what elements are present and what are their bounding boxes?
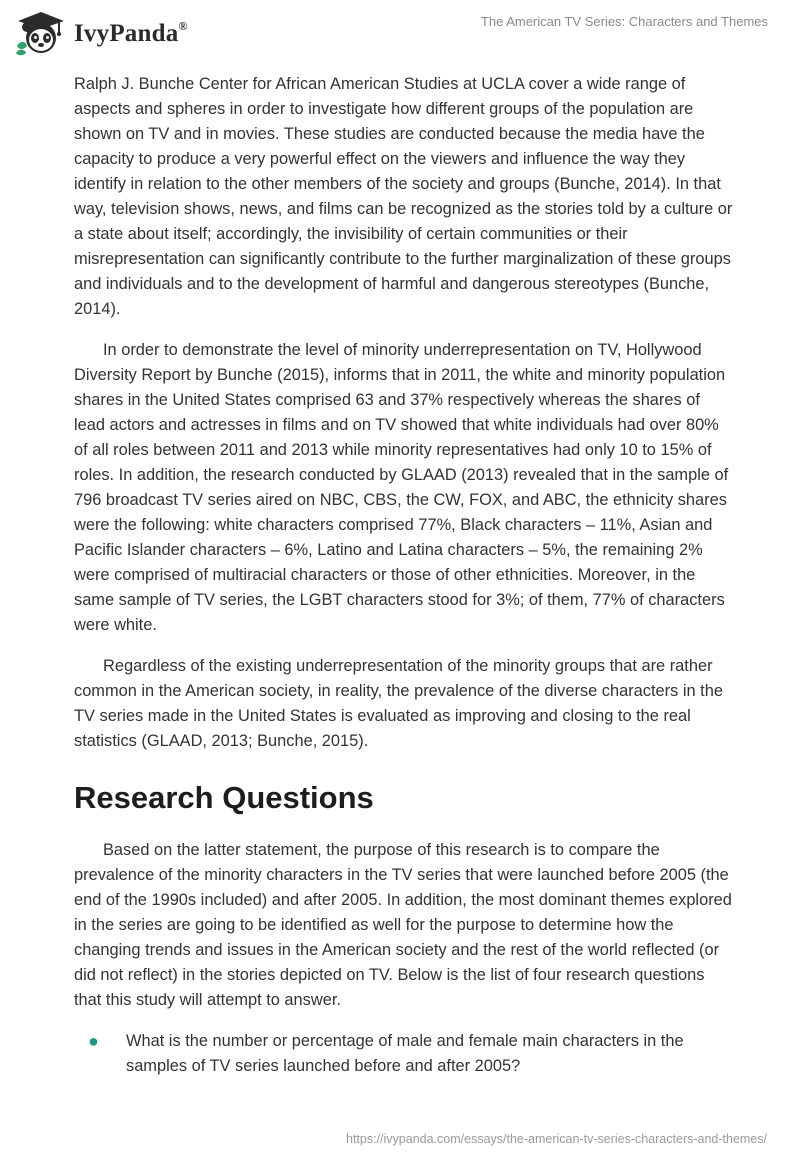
bullet-icon: ● [88, 1031, 99, 1051]
essay-content [74, 72, 734, 1079]
question-text: What is the number or percentage of male and female main characters in the samples of TV series launched before and after 2005? [126, 1032, 684, 1075]
paragraph-3: Regardless of the existing underrepresentation of the minority groups that are rather common in the American society, in reality, the prevalence of the diverse characters in the TV series made in the United States is evaluated as improving and closing to the real statistics (GLAAD, 2013; Bunche, 2015). [74, 657, 723, 750]
paragraph-1: Ralph J. Bunche Center for African American Studies at UCLA cover a wide range of aspects and spheres in order to investigate how different groups of the population are shown on TV and in movies. These studies are conducted because the media have the capacity to produce a very powerful effect on the viewers and influence the way they identify in relation to the other members of the society and groups (Bunche, 2014). In that way, television shows, news, and films can be recognized as the stories told by a culture or a state about itself; accordingly, the invisibility of certain communities or their misrepresentation can significantly contribute to the further marginalization of these groups and individuals and to the development of harmful and dangerous stereotypes (Bunche, 2014). [74, 75, 733, 318]
list-item [74, 1029, 734, 1079]
document-title: The American TV Series: Characters and Themes [480, 14, 768, 29]
research-questions-list [74, 1029, 734, 1079]
section-paragraph: Based on the latter statement, the purpose of this research is to compare the prevalence of the minority characters in the TV series that were launched before 2005 (the end of the 1990s included) and after 2005. In addition, the most dominant themes explored in the series are going to be identified as well for the purpose to determine how the changing trends and issues in the American society and the rest of the world reflected (or did not reflect) in the stories depicted on TV. Below is the list of four research questions that this study will attempt to answer. [74, 841, 732, 1009]
logo-text: IvyPanda® [74, 18, 188, 47]
panda-logo-icon [14, 10, 68, 56]
footer-url[interactable]: https://ivypanda.com/essays/the-american-tv-series-characters-and-themes/ [346, 1132, 767, 1146]
page-header [0, 0, 800, 70]
section-heading: Research Questions [74, 780, 374, 815]
paragraph-2: In order to demonstrate the level of minority underrepresentation on TV, Hollywood Diversity Report by Bunche (2015), informs that in 2011, the white and minority population shares in the United States comprised 63 and 37% respectively whereas the shares of lead actors and actresses in films and on TV showed that white individuals had over 80% of all roles between 2011 and 2013 while minority representatives had only 10 to 15% of roles. In addition, the research conducted by GLAAD (2013) revealed that in the sample of 796 broadcast TV series aired on NBC, CBS, the CW, FOX, and ABC, the ethnicity shares were the following: white characters comprised 77%, Black characters – 11%, Asian and Pacific Islander characters – 6%, Latino and Latina characters – 5%, the remaining 2% were comprised of multiracial characters or those of other ethnicities. Moreover, in the same sample of TV series, the LGBT characters stood for 3%; of them, 77% of characters were white. [74, 341, 729, 634]
ivypanda-logo[interactable] [14, 10, 188, 56]
